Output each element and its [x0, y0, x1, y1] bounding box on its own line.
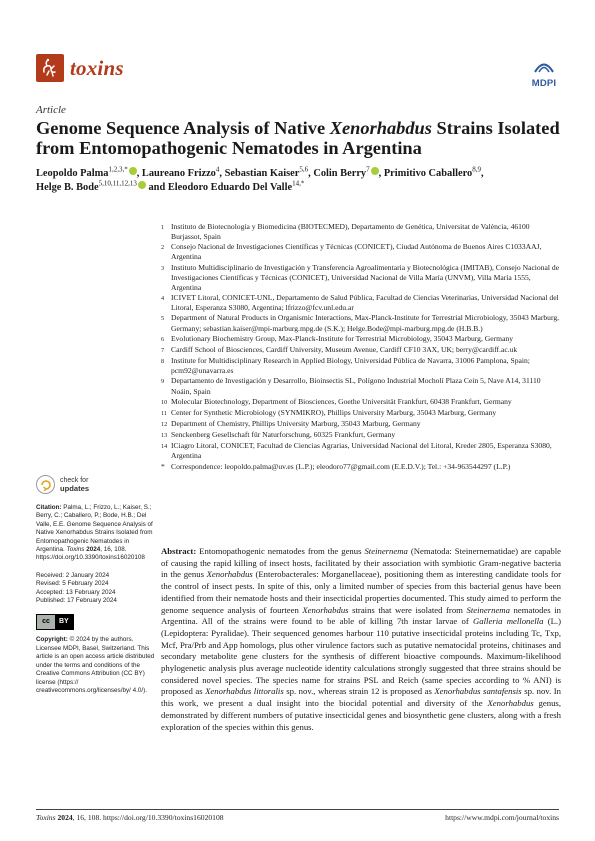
- affiliation-item: [161, 376, 561, 396]
- author-name: Laureano Frizzo: [141, 168, 216, 179]
- author[interactable]: [36, 165, 137, 179]
- affiliation-number: 3: [161, 264, 165, 272]
- updates-line1: check for: [60, 476, 89, 484]
- affiliation-number: 4: [161, 295, 165, 303]
- orcid-icon[interactable]: [138, 181, 146, 189]
- citation-doi-link[interactable]: , 16, 108. https://doi.org/10.3390/toxins16020108: [36, 546, 145, 562]
- publication-date: Received: 2 January 2024: [36, 571, 110, 579]
- affiliation-text: Instituto Multidisciplinario de Investigación y Transferencia Agroalimentaria y Biotecnológica (IMITAB), Consejo Nacional de Investigaciones Científicas y Técnicas (CONICET), Universidad Nacional de Villa María (UNVM), Villa María 1555, Argentina: [171, 262, 560, 292]
- author-separator: ,: [219, 168, 225, 179]
- article-sidebar: [36, 475, 157, 704]
- updates-line2: updates: [60, 483, 90, 493]
- abstract-text: strains that were isolated from: [348, 604, 467, 615]
- journal-logo[interactable]: [36, 54, 124, 82]
- author-affiliation-marker: 7: [366, 165, 370, 174]
- affiliation-number: 5: [161, 315, 165, 323]
- author-separator: ,: [136, 168, 142, 179]
- affiliation-number: 6: [161, 335, 165, 343]
- abstract-taxon: Galleria mellonella: [473, 616, 544, 627]
- affiliation-item: [161, 334, 561, 345]
- author[interactable]: [167, 179, 305, 193]
- title-post: Strains Isolated from Entomopathogenic Nematodes in Argentina: [36, 118, 560, 158]
- by-icon: BY: [55, 615, 73, 629]
- mdpi-logo-icon: [533, 61, 555, 73]
- abstract-text: Entomopathogenic nematodes from the genus: [196, 546, 365, 556]
- affiliation-number: 8: [161, 358, 165, 366]
- author[interactable]: [141, 165, 220, 179]
- affiliation-text: Departamento de Investigación y Desarrollo, Bioinsectis SL, Polígono Industrial Mocholí Plaza Cein 5, Nave A14, 31110 Noáin, Spain: [171, 376, 541, 396]
- affiliation-text: Department of Chemistry, Phillips University Marburg, 35043 Marburg, Germany: [171, 418, 421, 428]
- author-affiliation-marker: 5,10,11,12,13: [98, 179, 137, 188]
- affiliation-item: [161, 419, 561, 430]
- affiliation-text: Molecular Biotechnology, Department of Biosciences, Goethe Universität Frankfurt, 60438 Frankfurt, Germany: [171, 396, 512, 406]
- abstract-taxon: Steinernema: [364, 546, 408, 556]
- affiliation-item: [161, 408, 561, 419]
- affiliation-text: Senckenberg Gesellschaft für Naturforschung, 60325 Frankfurt, Germany: [171, 430, 396, 440]
- copyright-label: Copyright:: [36, 636, 68, 644]
- abstract-label: Abstract:: [161, 546, 197, 556]
- affiliation-text: Department of Natural Products in Organismic Interactions, Max-Planck-Institute for Terrestrial Microbiology, 35043 Marburg, Germany; sebastian.kaiser@mpi-marburg.mpg.de (S.K.); Helge.Bode@mpi-marburg.mpg.de (H.B.B.): [171, 313, 560, 333]
- affiliation-list: [161, 222, 561, 472]
- abstract-text: (Nematoda: Steinernematidae) are capable of causing the rapid killing of insect hosts, facilitated by their association with symbiotic Gram-negative bacteria in the genus: [161, 546, 561, 580]
- author[interactable]: [224, 165, 309, 179]
- footer-journal: Toxins: [36, 813, 56, 822]
- author-affiliation-marker: 8,9: [472, 165, 481, 174]
- author-list: [36, 167, 561, 195]
- affiliation-text: Instituto de Biotecnología y Biomedicina (BIOTECMED), Departamento de Genética, Universitat de València, 46100 Burjassot, Spain: [171, 222, 530, 242]
- abstract-taxon: Steinernema: [466, 604, 510, 615]
- author-name: Colin Berry: [313, 168, 367, 179]
- publisher-logo[interactable]: [526, 60, 562, 89]
- author-separator: and: [145, 182, 168, 193]
- abstract-text: genus, demonstrated by different numbers of putative insecticidal genes and biosynthetic gene clusters, along with a fresh exploration of the species within this genus.: [161, 698, 561, 732]
- affiliation-number: 2: [161, 244, 165, 252]
- copyright-block: [36, 636, 157, 695]
- author-affiliation-marker: 1,2,3,*: [108, 165, 128, 174]
- scorpion-icon: [36, 54, 64, 82]
- affiliation-item: [161, 242, 561, 262]
- footer-divider: [36, 809, 559, 810]
- affiliation-text: Center for Synthetic Microbiology (SYNMIKRO), Phillips University Marburg, 35043 Marburg, Germany: [171, 407, 497, 417]
- footer-year: 2024: [57, 813, 73, 822]
- abstract-text: (Enterobacterales: Morganellaceae), positioning them as interesting candidate tools for the control of insect pests. In spite of this, only a limited number of species from this bacterial genus have been identified from their nematode hosts and their insecticidal properties documented. This study aimed to perform the genome sequence analysis of fourteen: [161, 569, 562, 615]
- author-name: Primitivo Caballero: [383, 168, 473, 179]
- affiliation-item: [161, 397, 561, 408]
- affiliation-item: [161, 345, 561, 356]
- footer-journal-url[interactable]: https://www.mdpi.com/journal/toxins: [445, 813, 559, 822]
- affiliation-item: [161, 430, 561, 441]
- author-name: Helge B. Bode: [36, 182, 99, 193]
- citation-year: 2024: [86, 546, 101, 554]
- affiliation-number: 7: [161, 346, 165, 354]
- affiliation-text: Evolutionary Biochemistry Group, Max-Planck-Institute for Terrestrial Microbiology, 35043 Marburg, Germany: [171, 333, 514, 343]
- check-updates-label: [60, 477, 89, 493]
- dates-block: [36, 572, 157, 606]
- author-separator: ,: [480, 168, 484, 179]
- affiliation-item: [161, 462, 561, 472]
- publication-date: Revised: 5 February 2024: [36, 580, 109, 588]
- affiliation-number: 10: [161, 398, 168, 406]
- abstract-taxon: Xenorhabdus santafensis: [434, 686, 522, 697]
- publication-date: Accepted: 13 February 2024: [36, 588, 116, 596]
- affiliation-item: [161, 356, 561, 376]
- abstract-taxon: Xenorhabdus: [487, 698, 534, 709]
- affiliation-item: [161, 263, 561, 293]
- affiliation-item: [161, 441, 561, 461]
- footer-doi-link[interactable]: , 16, 108. https://doi.org/10.3390/toxins16020108: [72, 813, 224, 822]
- affiliation-text: ICiagro Litoral, CONICET, Facultad de Ciencias Agrarias, Universidad Nacional del Litoral, Kreder 2805, Esperanza S3080, Argentina: [171, 441, 552, 461]
- publication-date: Published: 17 February 2024: [36, 597, 117, 605]
- author-affiliation-marker: 4: [215, 165, 220, 174]
- author-name: Leopoldo Palma: [36, 168, 109, 179]
- article-type: Article: [36, 104, 66, 116]
- author-affiliation-marker: 5,6: [299, 165, 309, 174]
- check-for-updates-button[interactable]: [36, 475, 157, 494]
- abstract-text: nematodes in Argentina. All of the strains were found to be able of killing 7th instar larvae of: [161, 604, 561, 627]
- author-separator: ,: [378, 168, 384, 179]
- title-genus: Xenorhabdus: [329, 118, 432, 138]
- affiliation-text: Cardiff School of Biosciences, Cardiff University, Museum Avenue, Cardiff CF10 3AX, UK; berry@cardiff.ac.uk: [171, 344, 518, 354]
- affiliation-number: 9: [161, 378, 165, 386]
- author-affiliation-marker: 14,*: [292, 179, 305, 188]
- abstract-text: (L.) (Lepidoptera: Pyralidae). Their sequenced genomes harbour 110 putative insecticidal proteins including Tc, Txp, Mcf, Pra/Prb and App homologs, plus other virulence factors such as putative nematocidal proteins, chitinases and secondary metabolite gene clusters for the synthesis of different bioactive compounds. Maximum-likelihood phylogenetic analysis plus average nucleotide identity calculations strongly suggested that three strains should be considered novel species. The species name for strains PSL and Reich (same species according to % ANI) is proposed as: [161, 616, 561, 697]
- affiliation-text: Consejo Nacional de Investigaciones Científicas y Técnicas (CONICET), Ciudad Autónoma de Buenos Aires C1033AAJ, Argentina: [171, 242, 542, 262]
- affiliation-item: [161, 293, 561, 313]
- citation-block: [36, 504, 157, 563]
- abstract-taxon: Xenorhabdus littoralis: [205, 686, 284, 697]
- affiliation-text: Institute for Multidisciplinary Research in Applied Biology, Universidad Pública de Navarra, 31006 Pamplona, Spain; pcm92@unavarra.es: [171, 356, 530, 376]
- affiliation-number: *: [161, 461, 165, 471]
- affiliation-item: [161, 222, 561, 242]
- abstract: [161, 546, 561, 733]
- affiliation-number: 1: [161, 224, 165, 231]
- copyright-text: © 2024 by the authors. Licensee MDPI, Basel, Switzerland. This article is an open access article distributed under the terms and conditions of the Creative Commons Attribution (CC BY) license (https:// creativecommons.org/licenses/by/ 4.0/).: [36, 636, 155, 694]
- abstract-taxon: Xenorhabdus: [206, 569, 253, 580]
- affiliation-number: 13: [161, 432, 168, 440]
- orcid-icon[interactable]: [371, 167, 379, 175]
- citation-text: Palma, L.; Frizzo, L.; Kaiser, S.; Berry, C.; Caballero, P.; Bode, H.B.; Del Valle, E.E. Genome Sequence Analysis of Native Xenorhabdus Strains Isolated from Entomopathogenic Nematodes in Argentina.: [36, 504, 153, 554]
- footer-citation: [36, 813, 224, 822]
- citation-journal: Toxins: [66, 546, 85, 554]
- author[interactable]: [36, 179, 146, 193]
- cc-icon: cc: [37, 615, 55, 629]
- orcid-icon[interactable]: [129, 167, 137, 175]
- abstract-text: sp. nov., whereas strain 12 is proposed as: [283, 686, 435, 697]
- affiliation-item: [161, 313, 561, 333]
- publisher-name: MDPI: [531, 78, 557, 89]
- affiliation-number: 11: [161, 409, 167, 417]
- author-name: Sebastian Kaiser: [224, 168, 300, 179]
- author[interactable]: [383, 165, 481, 179]
- check-updates-icon: [36, 475, 55, 494]
- title-pre: Genome Sequence Analysis of Native: [36, 118, 330, 138]
- author-separator: ,: [308, 168, 314, 179]
- affiliation-text: ICIVET Litoral, CONICET-UNL, Departamento de Salud Pública, Facultad de Ciencias Veterinarias, Universidad Nacional del Litoral, Esperanza S3080, Argentina; lfrizzo@fcv.unl.edu.ar: [171, 293, 559, 313]
- affiliation-number: 14: [161, 443, 168, 451]
- abstract-taxon: Xenorhabdus: [302, 604, 349, 615]
- journal-name: toxins: [70, 55, 124, 80]
- author[interactable]: [313, 165, 378, 179]
- abstract-text: sp. nov. In this work, we present a dual insight into the biocidal potential and diversity of the: [161, 686, 561, 709]
- cc-by-license-badge[interactable]: [36, 614, 74, 630]
- affiliation-text: Correspondence: leopoldo.palma@uv.es (L.P.); eleodoro77@gmail.com (E.E.D.V.); Tel.: +34-963544297 (L.P.): [171, 461, 511, 471]
- article-title: [36, 118, 566, 158]
- affiliation-number: 12: [161, 420, 168, 428]
- author-name: Eleodoro Eduardo Del Valle: [167, 182, 293, 193]
- citation-label: Citation:: [36, 504, 62, 511]
